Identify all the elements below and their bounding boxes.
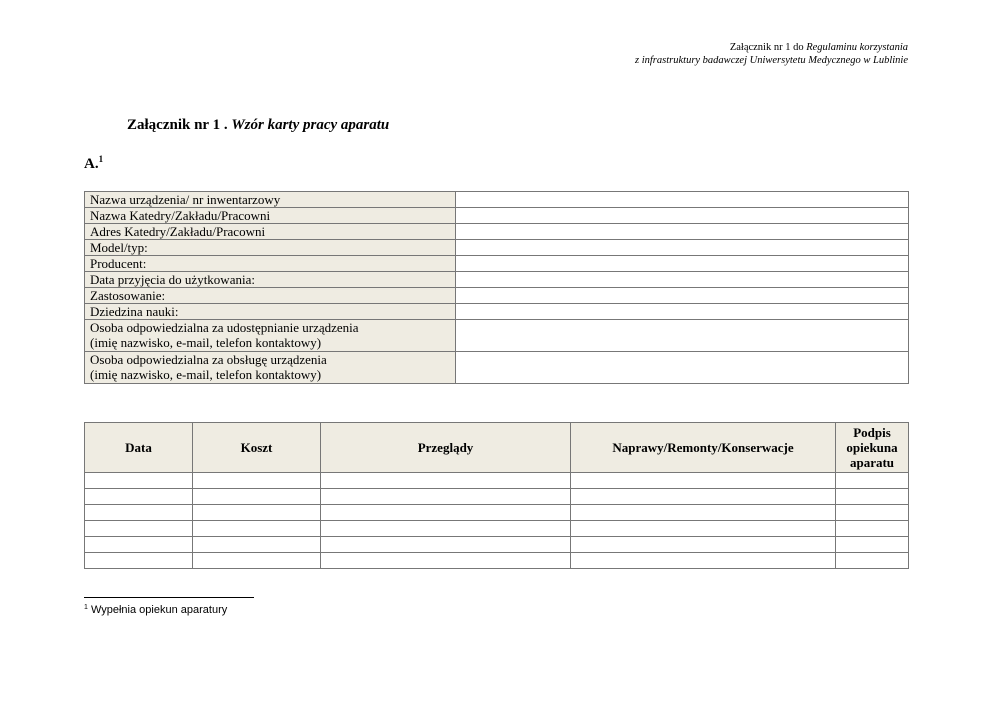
log-cell-date[interactable] [85,473,193,489]
log-row [85,489,909,505]
log-cell-signature[interactable] [836,489,909,505]
log-cell-signature[interactable] [836,521,909,537]
info-row [85,256,909,272]
log-cell-repairs[interactable] [571,505,836,521]
info-label-science-field: Dziedzina nauki: [85,304,456,320]
log-cell-date[interactable] [85,505,193,521]
log-cell-date[interactable] [85,553,193,569]
log-cell-inspections[interactable] [321,521,571,537]
info-value-department-name[interactable] [456,208,909,224]
info-label-operating-person [85,352,456,384]
log-header-signature [836,423,909,473]
footnote [84,604,227,616]
info-row [85,304,909,320]
log-cell-cost[interactable] [193,473,321,489]
header-line-1-italic: Regulaminu korzystania [806,42,908,53]
log-cell-cost[interactable] [193,553,321,569]
info-value-application[interactable] [456,288,909,304]
log-header-inspections: Przeglądy [321,423,571,473]
log-cell-repairs[interactable] [571,521,836,537]
info-label-operating-person-line2: (imię nazwisko, e-mail, telefon kontaktowy) [90,367,322,382]
log-cell-inspections[interactable] [321,489,571,505]
log-cell-date[interactable] [85,489,193,505]
header-line-1 [635,41,908,54]
log-header-signature-line3: aparatu [849,455,895,470]
info-label-sharing-person [85,320,456,352]
info-row [85,272,909,288]
info-value-model[interactable] [456,240,909,256]
section-label: A. [84,156,99,172]
device-info-table [84,191,909,384]
log-cell-signature[interactable] [836,473,909,489]
log-cell-repairs[interactable] [571,553,836,569]
log-row [85,537,909,553]
section-footnote-ref: 1 [98,154,104,164]
log-cell-date[interactable] [85,521,193,537]
log-header-cost: Koszt [193,423,321,473]
info-label-application: Zastosowanie: [85,288,456,304]
log-cell-cost[interactable] [193,505,321,521]
info-value-science-field[interactable] [456,304,909,320]
info-label-operating-person-line1: Osoba odpowiedzialna za obsługę urządzenia [90,352,327,367]
info-label-model: Model/typ: [85,240,456,256]
log-cell-inspections[interactable] [321,537,571,553]
log-header-signature-line1: Podpis [853,425,891,440]
log-cell-cost[interactable] [193,537,321,553]
log-row [85,473,909,489]
info-label-acceptance-date: Data przyjęcia do użytkowania: [85,272,456,288]
info-label-device-name: Nazwa urządzenia/ nr inwentarzowy [85,192,456,208]
header-line-2-italic: z infrastruktury badawczej Uniwersytetu Medycznego w Lublinie [635,55,908,66]
log-header-repairs: Naprawy/Remonty/Konserwacje [571,423,836,473]
log-header-row [85,423,909,473]
page-title-italic: Wzór karty pracy aparatu [231,117,390,133]
log-cell-repairs[interactable] [571,489,836,505]
info-row [85,192,909,208]
info-row [85,240,909,256]
log-cell-cost[interactable] [193,489,321,505]
log-cell-signature[interactable] [836,505,909,521]
log-cell-date[interactable] [85,537,193,553]
info-value-operating-person[interactable] [456,352,909,384]
log-row [85,521,909,537]
log-row [85,505,909,521]
footnote-text: Wypełnia opiekun aparatury [90,604,228,616]
info-value-acceptance-date[interactable] [456,272,909,288]
page-title-prefix: Załącznik nr 1 . [127,117,232,133]
log-header-date: Data [85,423,193,473]
info-row [85,208,909,224]
info-row [85,320,909,352]
footnote-number: 1 [84,604,88,611]
section-heading [84,154,103,173]
work-log-table [84,422,909,569]
info-value-device-name[interactable] [456,192,909,208]
log-row [85,553,909,569]
log-cell-signature[interactable] [836,537,909,553]
header-line-2 [635,54,908,67]
footnote-divider [84,597,254,598]
page-title [127,117,389,134]
info-value-department-address[interactable] [456,224,909,240]
log-header-signature-line2: opiekuna [846,440,898,455]
log-cell-inspections[interactable] [321,505,571,521]
log-cell-cost[interactable] [193,521,321,537]
info-row [85,352,909,384]
info-label-producer: Producent: [85,256,456,272]
info-label-department-name: Nazwa Katedry/Zakładu/Pracowni [85,208,456,224]
log-cell-inspections[interactable] [321,473,571,489]
header-line-1-prefix: Załącznik nr 1 do [729,42,807,53]
log-cell-inspections[interactable] [321,553,571,569]
info-row [85,224,909,240]
info-label-sharing-person-line2: (imię nazwisko, e-mail, telefon kontaktowy) [90,335,322,350]
info-value-producer[interactable] [456,256,909,272]
info-label-department-address: Adres Katedry/Zakładu/Pracowni [85,224,456,240]
document-header [635,41,908,67]
log-cell-repairs[interactable] [571,537,836,553]
info-row [85,288,909,304]
info-label-sharing-person-line1: Osoba odpowiedzialna za udostępnianie urządzenia [90,320,359,335]
info-value-sharing-person[interactable] [456,320,909,352]
log-cell-signature[interactable] [836,553,909,569]
log-cell-repairs[interactable] [571,473,836,489]
